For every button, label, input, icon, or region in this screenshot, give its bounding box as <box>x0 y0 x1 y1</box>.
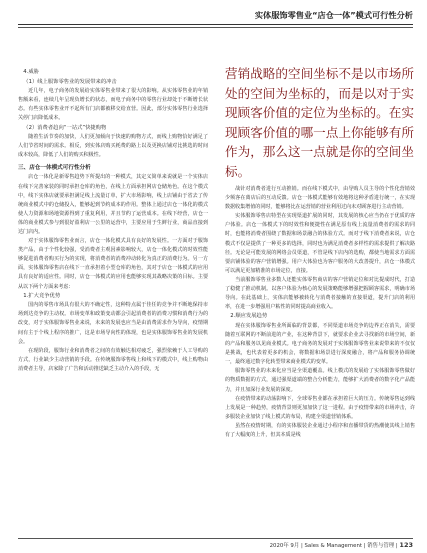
subheading-online-impact: （1）线上服饰零售业的发展带来的冲击 <box>23 78 117 85</box>
paragraph: 随着生活节奏的加快，人们更加倾向于快速的购物方式，而线上购物恰好满足了人们节省时间的需求。相反，到实体店购买耗费的路上以及更换店铺对比挑选的时间成本较高，降低了人们的购买积极性。 <box>18 134 208 159</box>
header-rule-thin <box>18 27 413 28</box>
left-column <box>18 68 208 374</box>
paragraph: 在疫情带来的动荡影响下，全球零售业都在承担着巨大的压力。传统零售运到线上发展是一种趋势，疫情背景则更加加快了这一进程。由于疫情带来的市场冲击，许多服装企业加快了线上模式的布局，构建全渠道营销体系。 <box>225 395 415 420</box>
paragraph: 实体服饰零售店特型在实现渠道扩展的同时，其发展的核心应当仍在于优质的客户体验。店仓一体模式下的时效性和便捷性在满足原有线上流量消费者的需求的同时，也能将消费者围绕了数据和场景融合的体验方式。而对于线下消费者来说，店仓模式不仅是提供了一种更多的选择，同时也为满足消费者多样性的需求提供了解决路径。无论是可能发展的网络会员渠道，不管是线下店内的选购，都使当地需求方面需要店铺体验的客户营销增强。用户大体验也为客户服务的大改善提升，店仓一体模式可以满足更加精准的市场定位，直接。 <box>225 213 415 274</box>
heading-threats: 4.威胁 <box>23 69 39 75</box>
section-heading-feasibility: 三、店仓一体模式可行性分析 <box>18 165 91 172</box>
footer-journal-info: 2020年 9月 | Sales & Management | 销售与管理 | <box>269 543 398 549</box>
subheading-development-trend: 2.顺应发展趋势 <box>230 313 268 320</box>
paragraph: 国内的零售市场具有很大的不确定性，这种特点属于佳任的竞争并不断地保持市场到达竞争的主动权。市场变革和政策变动都会引起消费者的消费习惯和消费行为的改变，对于实体服饰零售业来说，未来的发展也应当是由消费需求作为导向，疫情期间有主于个线上程序的推广，这是市场导向性的体现，也是实体服饰零售业的发展机会。 <box>18 302 208 345</box>
running-header-title: 实体服饰零售业“店仓一体”模式可行性分析 <box>254 10 413 20</box>
paragraph: 对于实体服饰零售业而言，店仓一体化模式具有良好的发展性。一方面对于服饰类产品，由于个性化较强，受消费者主观因素影响较大，店仓一体化模式的时效性能够促进消费者购买行为的实现，将消费者的消费冲动转化为真正的消费行为。另一方面，实体服饰零售店在线下一直承担着小型仓库的角色，其对于店仓一体模式的应用具有良好的适应性。同时，店仓一体模式的应用也能够实现其战略决策的目标。主要从以下两个方面来考虑： <box>18 238 208 290</box>
page-number: 123 <box>399 541 413 549</box>
right-column <box>225 64 415 440</box>
footer-rule <box>18 538 413 539</box>
pull-quote: 营销战略的空间坐标不是以市场所处的空间为坐标的，而是以对于实现顾客价值的定位为坐标的。在实现顾客价值的哪一点上你能够有所作为，那么这一点就是你的空间坐标。 <box>225 66 414 179</box>
paragraph: 现在实体服饰零售业所面临的背景都，不同渠道市场竞争的边界正在消失，需要随着互联网的不断前进的产业，在这种背景下，就要求企业去寻找新的市场空间，新的产品和服务以见商业模式。电子商务的发展对于实体服饰零售业来说带来的不仅仅是挑战，也代表着更多的机会，将数据和场景进行深度融合，将产品和服务协调统一，最终通过数字化转型带来商业模式的变革。 <box>225 322 415 366</box>
paragraph: 虽然在疫情时期，有的实体服装企业通过小程序和直播带货的热潮使其线上销售有了大幅度的上升，但其本质是线 <box>225 422 415 439</box>
paragraph: 在现阶段，服饰行业和消费者之间的有效触达相对疲乏，强烈依赖于人工导购的方式，行业缺少主动营销的手段。在传统服饰零售线上和线下的模式中，线上购物由消费者主导，店家除了广告和活动推送缺乏主动介入的手段，无 <box>18 347 208 372</box>
paragraph: 服饰零售业的未来化应当是全渠道覆盖。线上模式的发展给了实体服饰零售做好的物质数据的方式，通过强渠道端的整合分析能力，能够扩大消费者的数字化产品能力，并且加深行业发展的深度。 <box>225 368 415 393</box>
footer <box>270 541 413 549</box>
paragraph: 店仓一体化是新零售趋势下所提出的一种模式，其定义简单来说就是一个实体店在线下完善家装的同时承担仓库的角色，在线上方面承担网店仓储角色。在这个模式中，线下实体店就要承担满足线上流量订单，扩大市场影响，线上店铺由于省去了传统商业模式中的仓储投入，能够起到节约成本的作用。整体上通过店仓一体化的模式使人力资源和场地资源得到了重复利用，并且节约了运营成本。在线下经营，店仓一体的商业模式参与到很好盈利店一公里的运营中，主要应用于生鲜行业，商品直接到达门店内。 <box>18 174 208 235</box>
paragraph: 近几年，电子商务的发展给实体零售业带来了很大的影响。从实体零售业的年销售额来看，连续几年呈现负增长的状态，而电子商务中的零售行业却处于不断增长状态。有些实体零售业开不起所有门店都被移交给直营。因此，部分实体零售行业选择关停门店降低成本。 <box>18 88 208 122</box>
subheading-competitive-advantage: 1.扩大竞争优势 <box>23 292 61 299</box>
paragraph: 战针对消费者进行互动推销。而在线下模式中，由导购人员主导的个性化营销效少频客在离店后的互动反馈。店仓一体模式能够有效地将这种矛盾进行统一，在实现数据收集增值的同时，能够将比在运营销的营业利用过向未对顾客进行主动营销。 <box>225 186 415 211</box>
header-rule <box>18 24 413 25</box>
paragraph: 当前服饰零售业多数人还能实体零售商店的客户营销定位和对比提成时代，打造了稳健了推动机制。以客户体验为核心的发展策略能够增强把握顾客需求，明确市场导向。在此基础上，实体店能够被转化与消费者接触的直接渠道，提升门店的利用率，在进一步增强用户粘性的同时提高商业收入。 <box>225 276 415 311</box>
subheading-one-stop-shopping: （2）消费者趋向“一站式”快捷购物 <box>23 124 107 131</box>
